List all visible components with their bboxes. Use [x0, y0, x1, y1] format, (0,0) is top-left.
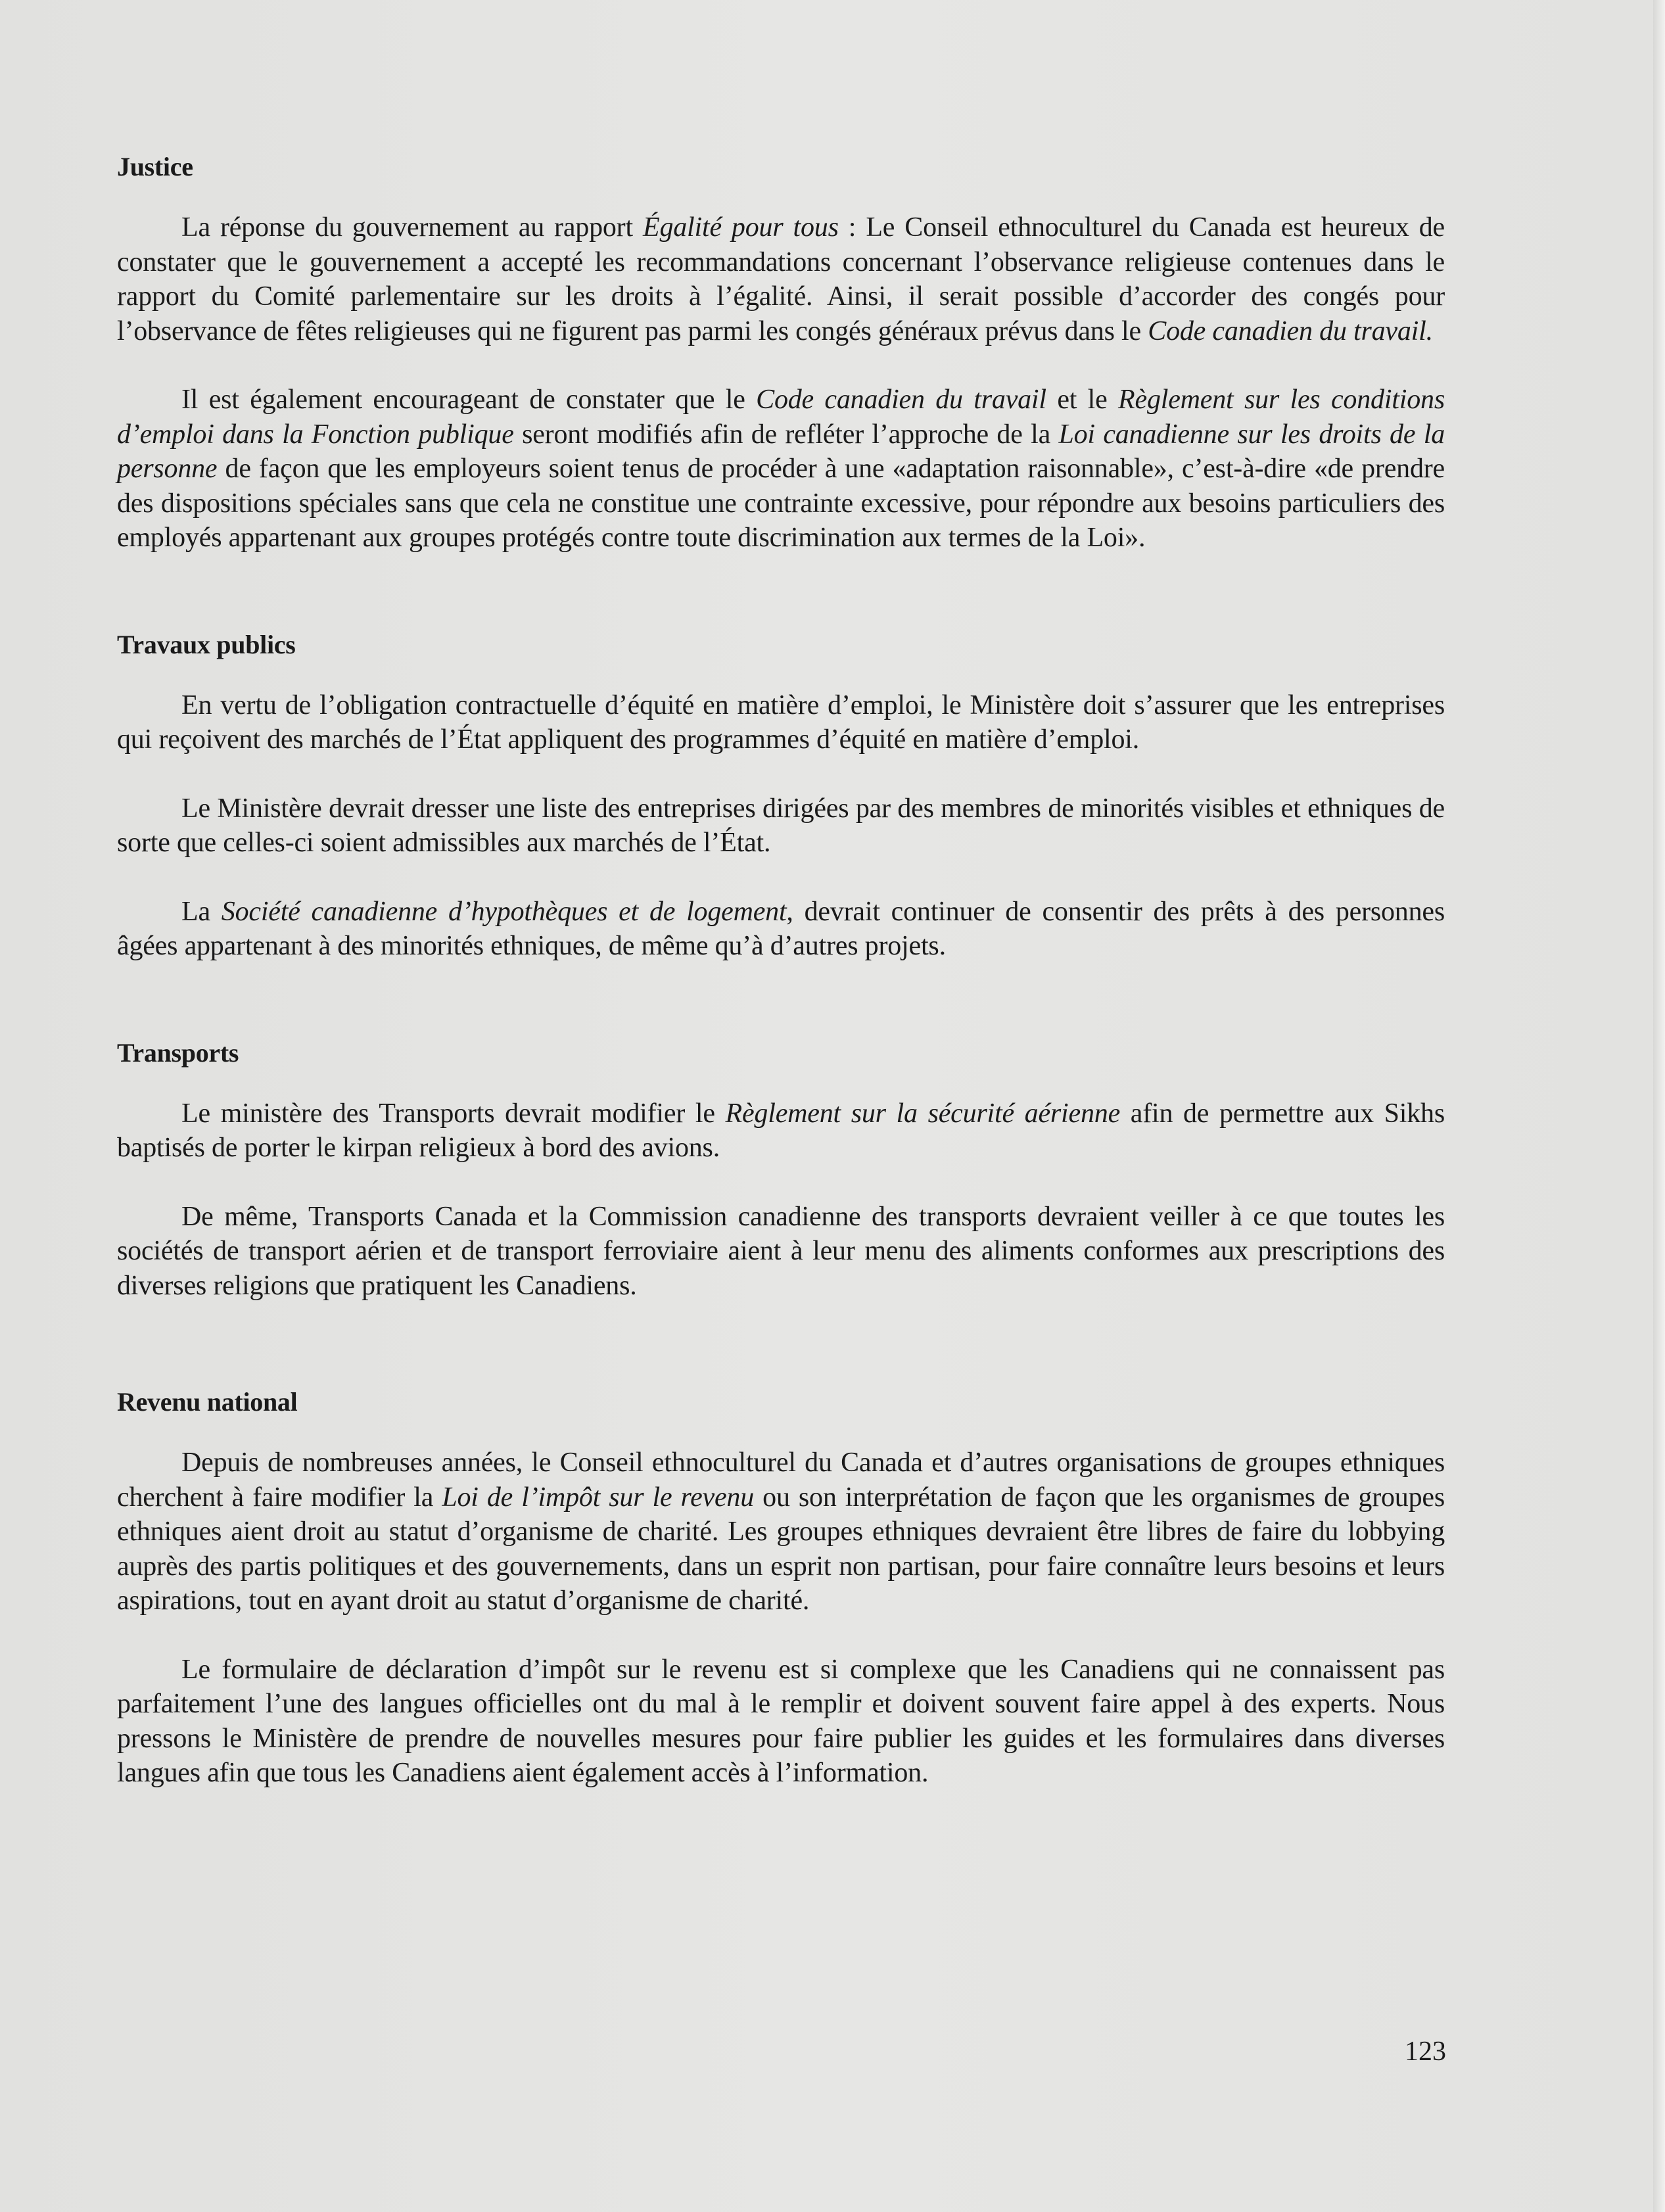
transports-paragraph-1: [117, 1096, 1445, 1165]
revenu-p1-title-loi: Loi de l’impôt sur le revenu: [442, 1482, 755, 1513]
transports-p1-text-a: Le ministère des Transports devrait modifier le: [181, 1098, 726, 1129]
justice-p2-text-g: de façon que les employeurs soient tenus de procéder à une «adaptation raisonnable», c’est-à-dire «de prendre des dispositions spéciales sans que cela ne constitue une contrainte excessive, pour répondre aux besoins particuliers des employés appartenant aux groupes protégés contre toute discrimination aux termes de la Loi».: [117, 454, 1445, 553]
section-justice: [117, 150, 1445, 555]
justice-p2-title-code: Code canadien du travail: [756, 385, 1046, 415]
justice-p1-text-a: La réponse du gouvernement au rapport: [181, 212, 643, 243]
justice-p2-text-a: Il est également encourageant de constater que le: [181, 385, 757, 415]
travaux-p3-text-c: , devrait continuer de consentir des prêts à des personnes âgées appartenant à des minorités ethniques, de même qu’à d’autres projets.: [117, 896, 1445, 961]
page-number: 123: [1405, 2036, 1446, 2067]
justice-p2-text-e: seront modifiés afin de refléter l’approche de la: [513, 419, 1059, 450]
section-heading-travaux-publics: Travaux publics: [117, 629, 296, 659]
section-transports: [117, 1036, 1445, 1304]
revenu-p1-text-a: Depuis de nombreuses années, le Conseil ethnoculturel du Canada et d’autres organisations de groupes ethniques cherchent à faire modifier la: [117, 1447, 1445, 1513]
section-heading-justice: Justice: [117, 152, 193, 181]
justice-p1-title-egalite: Égalité pour tous: [642, 212, 839, 243]
justice-paragraph-2: [117, 383, 1445, 555]
justice-p1-title-code: Code canadien du travail.: [1148, 316, 1433, 346]
revenu-p1-text-c: ou son interprétation de façon que les organismes de groupes ethniques aient droit au statut d’organisme de charité. Les groupes ethniques devraient être libres de faire du lobbying auprès des partis politiques et des gouvernements, dans un esprit non partisan, pour faire connaître leurs besoins et leurs aspirations, tout en ayant droit au statut d’organisme de charité.: [117, 1482, 1445, 1616]
justice-p1-text-c: : Le Conseil ethnoculturel du Canada est heureux de constater que le gouvernement a accepté les recommandations concernant l’observance religieuse contenues dans le rapport du Comité parlementaire sur les droits à l’égalité. Ainsi, il serait possible d’accorder des congés pour l’observance de fêtes religieuses qui ne figurent pas parmi les congés généraux prévus dans le: [117, 212, 1445, 346]
section-heading-revenu-national: Revenu national: [117, 1387, 298, 1417]
travaux-paragraph-2: Le Ministère devrait dresser une liste des entreprises dirigées par des membres de minorités visibles et ethniques de sorte que celles-ci soient admissibles aux marchés de l’État.: [117, 793, 1445, 858]
justice-p2-text-c: et le: [1046, 385, 1119, 415]
section-revenu-national: [117, 1385, 1445, 1791]
travaux-paragraph-1: En vertu de l’obligation contractuelle d’équité en matière d’emploi, le Ministère doit s’assurer que les entreprises qui reçoivent des marchés de l’État appliquent des programmes d’équité en matière d’emploi.: [117, 690, 1445, 755]
transports-p1-title-reglement: Règlement sur la sécurité aérienne: [725, 1098, 1121, 1129]
travaux-p3-title-schl: Société canadienne d’hypothèques et de logement: [221, 896, 787, 927]
revenu-paragraph-2: Le formulaire de déclaration d’impôt sur le revenu est si complexe que les Canadiens qui ne connaissent pas parfaitement l’une des langues officielles ont du mal à le remplir et doivent souvent faire appel à des experts. Nous pressons le Ministère de prendre de nouvelles mesures pour faire publier les guides et les formulaires dans diverses langues afin que tous les Canadiens aient également accès à l’information.: [117, 1654, 1445, 1788]
travaux-p3-text-a: La: [181, 896, 222, 927]
transports-paragraph-2: De même, Transports Canada et la Commission canadienne des transports devraient veiller à ce que toutes les sociétés de transport aérien et de transport ferroviaire aient à leur menu des aliments conformes aux prescriptions des diverses religions que pratiquent les Canadiens.: [117, 1201, 1445, 1301]
justice-p2-title-reglement: Règlement sur les conditions d’emploi dans la Fonction publique: [117, 385, 1445, 450]
justice-p2-title-loi: Loi canadienne sur les droits de la personne: [117, 419, 1445, 484]
justice-paragraph-1: [117, 210, 1445, 348]
revenu-paragraph-1: [117, 1446, 1445, 1618]
page-edge: [1653, 0, 1665, 2212]
section-travaux-publics: [117, 628, 1445, 964]
section-heading-transports: Transports: [117, 1037, 239, 1068]
transports-p1-text-c: afin de permettre aux Sikhs baptisés de porter le kirpan religieux à bord des avions.: [117, 1098, 1445, 1163]
travaux-paragraph-3: [117, 895, 1445, 964]
document-body: [117, 150, 1445, 1825]
